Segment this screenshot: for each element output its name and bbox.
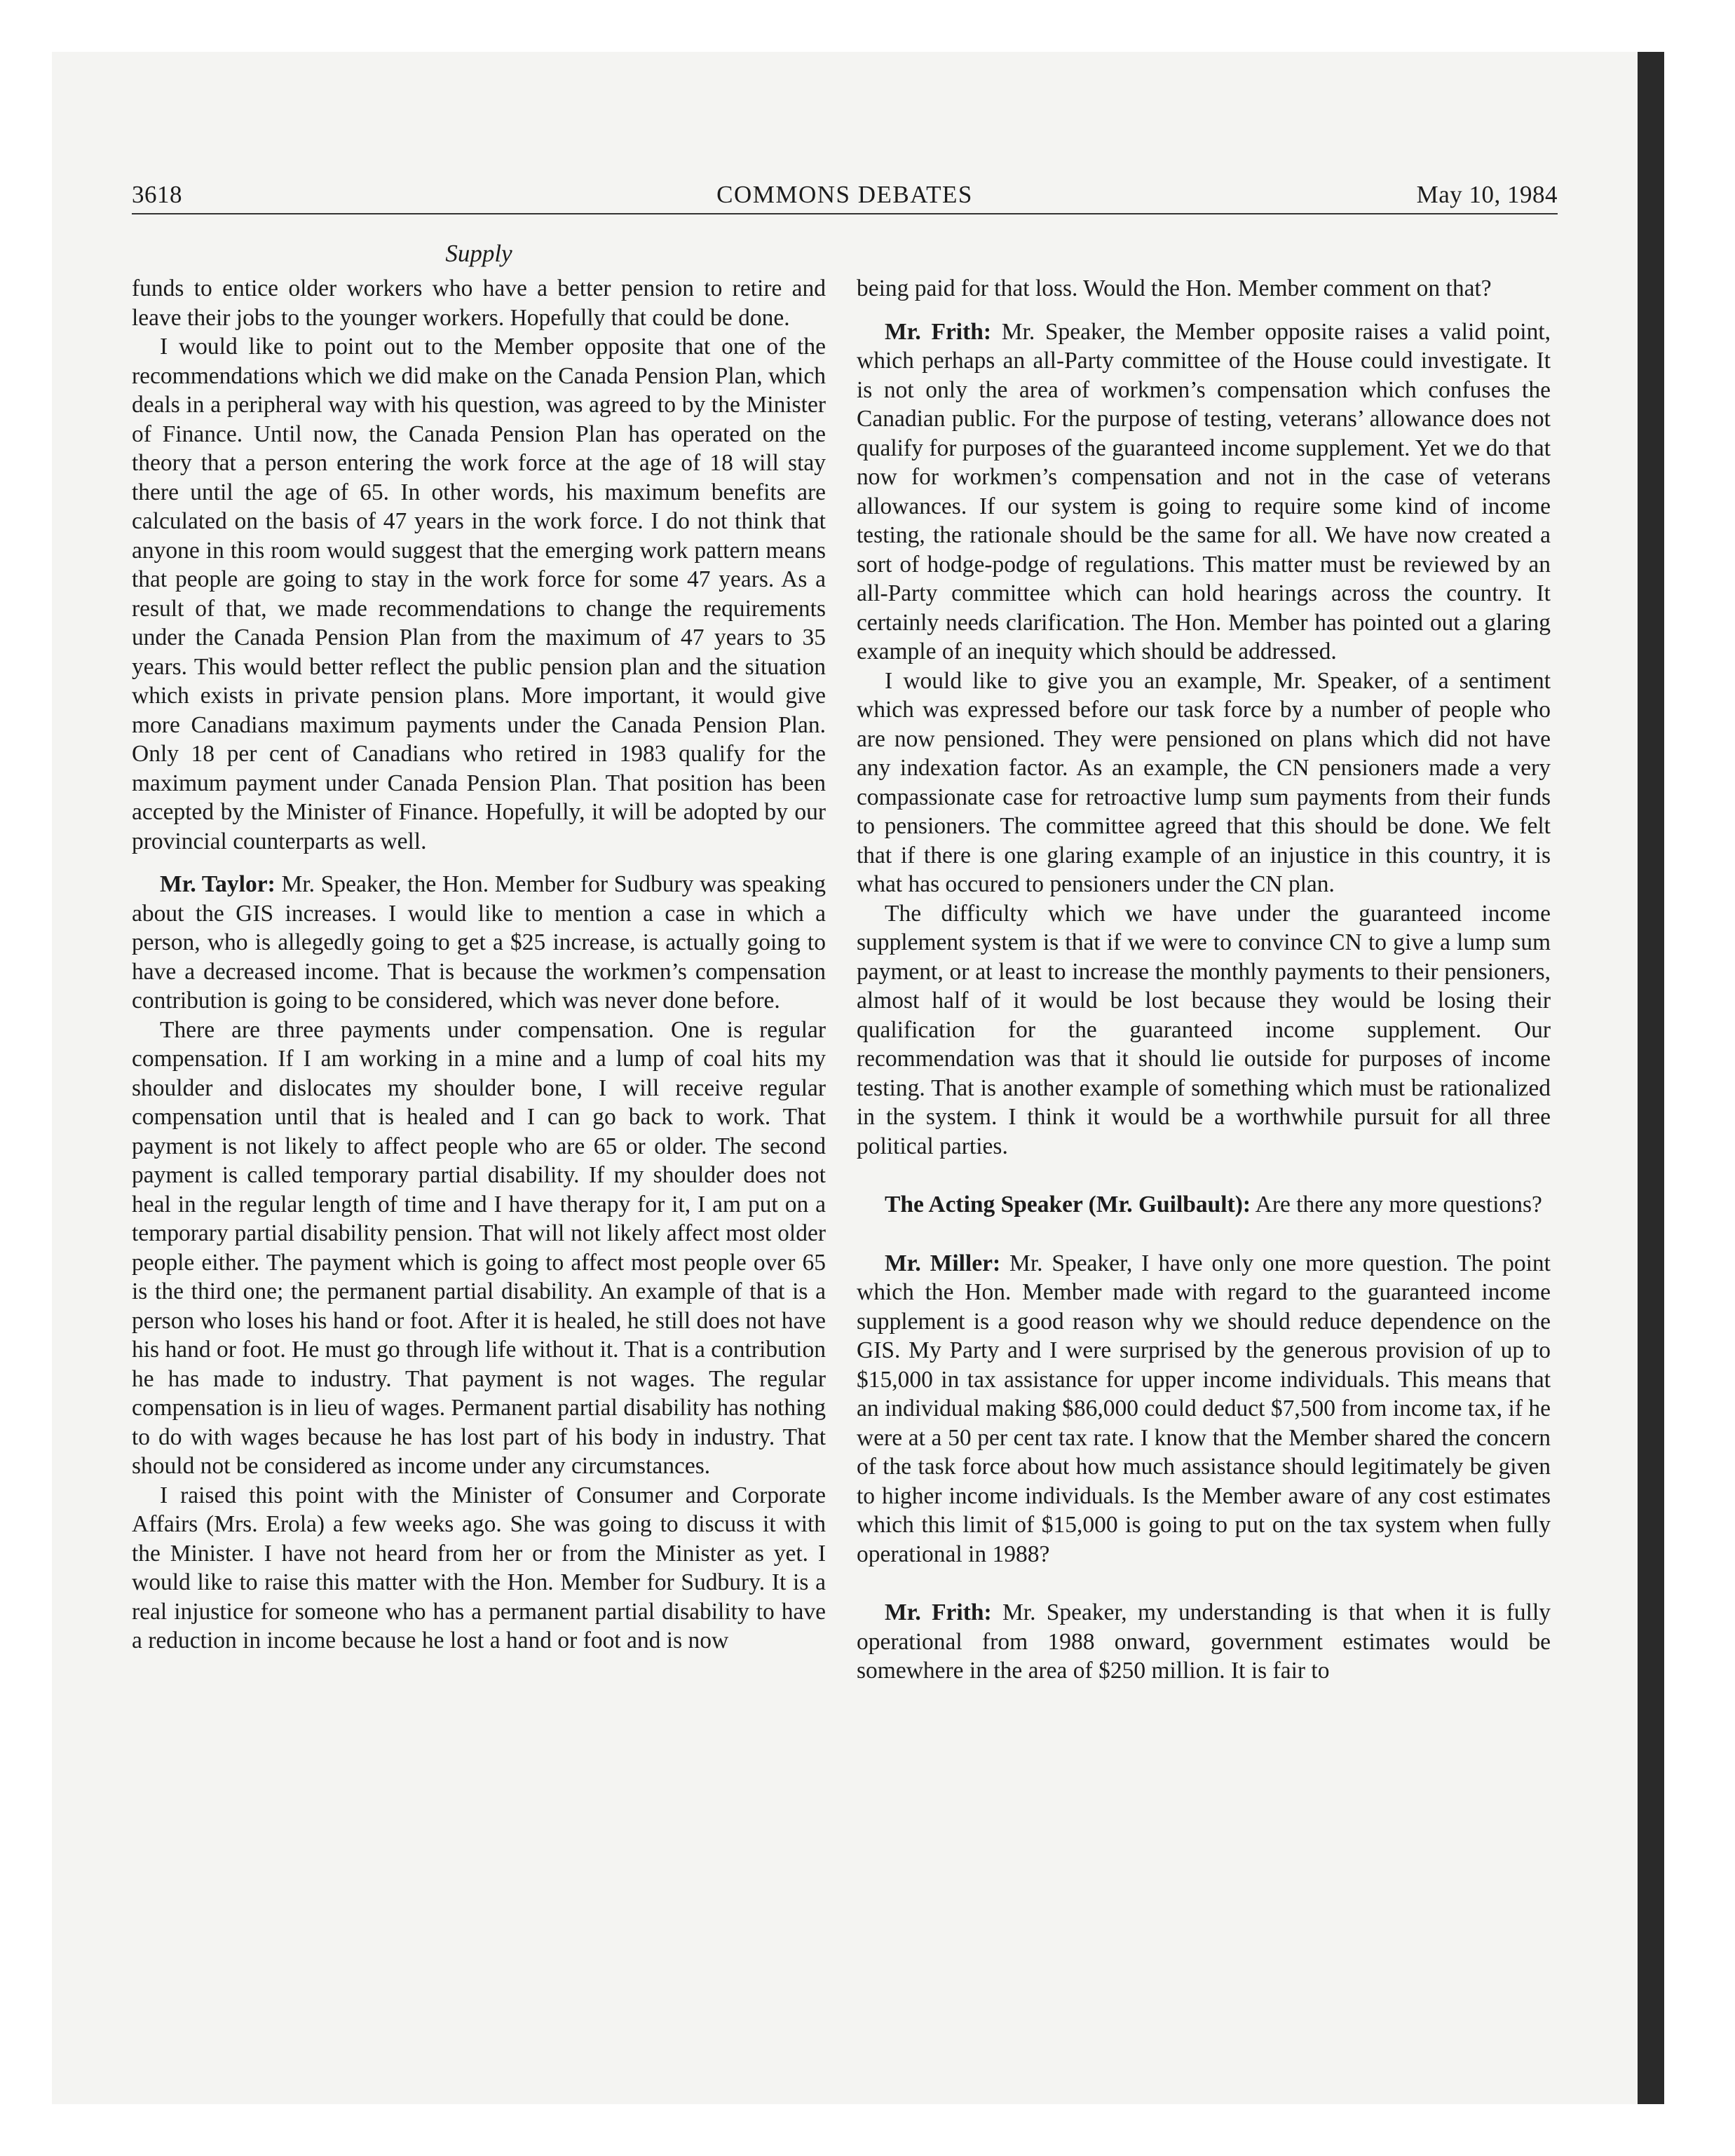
paragraph: I would like to give you an example, Mr. Speaker, of a sentiment which was expressed before our task force by a number of people who are now pensioned. They were pensioned on plans which did not have any indexation factor. As an example, the CN pensioners made a very compassionate case for retroactive lump sum payments from their funds to pensioners. The committee agreed that this should be done. We felt that if there is one glaring example of an injustice in this country, it is what has occured to pensioners under the CN plan.	[857, 667, 1551, 897]
paragraph: There are three payments under compensation. One is regular compensation. If I am working in a mine and a lump of coal hits my shoulder and dislocates my shoulder bone, I will receive regular compensation until that is healed and I can go back to work. That payment is not likely to affect people who are 65 or older. The second payment is called temporary partial disability. If my shoulder does not heal in the regular length of time and I have therapy for it, I am put on a temporary partial disability pension. That will not likely affect most older people either. The payment which is going to affect most people over 65 is the third one; the permanent partial disability. An example of that is a person who loses his hand or foot. After it is healed, he still does not have his hand or foot. He must go through life without it. That is a contribution he has made to industry. That payment is not wages. The regular compensation is in lieu of wages. Permanent partial disability has nothing to do with wages because he has lost part of his body in industry. That should not be considered as income under any circumstances.	[132, 1016, 826, 1479]
speaker-name: Mr. Taylor:	[160, 871, 275, 897]
paragraph: The difficulty which we have under the guaranteed income supplement system is that if we were to convince CN to give a lump sum payment, or at least to increase the monthly payments to their pensioners, almost half of it would be lost because they would be losing their qualification for the guaranteed income supplement. Our recommendation was that it should lie outside for purposes of income testing. That is another example of something which must be rationalized in the system. I think it would be a worthwhile pursuit for all three political parties.	[857, 900, 1551, 1159]
header-rule	[132, 213, 1558, 214]
section-title: Supply	[445, 240, 512, 267]
speech-text: Mr. Speaker, the Hon. Member for Sudbury was speaking about the GIS increases. I would like to mention a case in which a person, who is allegedly going to get a $25 increase, is actually going to have a decreased income. That is because the workmen’s compensation contribution is going to be considered, which was never done before.	[132, 871, 826, 1014]
speaker-name: Mr. Miller:	[885, 1250, 1001, 1276]
paragraph: I raised this point with the Minister of Consumer and Corporate Affairs (Mrs. Erola) a few weeks ago. She was going to discuss it with the Minister. I have not heard from her or from the Minister as yet. I would like to raise this matter with the Hon. Member for Sudbury. It is a real injustice for someone who has a permanent partial disability to have a reduction in income because he lost a hand or foot and is now	[132, 1482, 826, 1653]
speech-paragraph	[857, 1190, 1551, 1220]
speaker-name: Mr. Frith:	[885, 1599, 992, 1625]
speech-text: Mr. Speaker, my understanding is that when it is fully operational from 1988 onward, government estimates would be somewhere in the area of $250 million. It is fair to	[857, 1599, 1551, 1684]
paragraph: I would like to point out to the Member opposite that one of the recommendations which we did make on the Canada Pension Plan, which deals in a peripheral way with his question, was agreed to by the Minister of Finance. Until now, the Canada Pension Plan has operated on the theory that a person entering the work force at the age of 18 will stay there until the age of 65. In other words, his maximum benefits are calculated on the basis of 47 years in the work force. I do not think that anyone in this room would suggest that the emerging work pattern means that people are going to stay in the work force for some 47 years. As a result of that, we made recommendations to change the requirements under the Canada Pension Plan from the maximum of 47 years to 35 years. This would better reflect the public pension plan and the situation which exists in private pension plans. More important, it would give more Canadians maximum payments under the Canada Pension Plan. Only 18 per cent of Canadians who retired in 1983 qualify for the maximum payment under Canada Pension Plan. That position has been accepted by the Minister of Finance. Hopefully, it will be adopted by our provincial counterparts as well.	[132, 334, 826, 854]
left-column	[132, 274, 826, 1656]
scan-edge-shadow	[1638, 52, 1664, 2104]
paragraph: funds to entice older workers who have a better pension to retire and leave their jobs to the younger workers. Hopefully that could be done.	[132, 275, 826, 331]
speech-paragraph	[857, 318, 1551, 667]
speaker-name: Mr. Frith:	[885, 318, 992, 345]
page-number: 3618	[132, 181, 182, 208]
speech-text: Mr. Speaker, I have only one more question. The point which the Hon. Member made with regard to the guaranteed income supplement is a good reason why we should reduce dependence on the GIS. My Party and I were surprised by the generous provision of up to $15,000 in tax assistance for upper income individuals. This means that an individual making $86,000 could deduct $7,500 from income tax, if he were at a 50 per cent tax rate. I know that the Member shared the concern of the task force about how much assistance should legitimately be given to higher income individuals. Is the Member aware of any cost estimates which this limit of $15,000 is going to put on the tax system when fully operational in 1988?	[857, 1250, 1551, 1567]
speech-paragraph	[857, 1598, 1551, 1686]
speaker-name: The Acting Speaker (Mr. Guilbault):	[885, 1192, 1251, 1217]
speech-text: Are there any more questions?	[1255, 1192, 1542, 1217]
speech-text: Mr. Speaker, the Member opposite raises a valid point, which perhaps an all-Party committee of the House could investigate. It is not only the area of workmen’s compensation which confuses the Canadian public. For the purpose of testing, veterans’ allowance does not qualify for purposes of the guaranteed income supplement. Yet we do that now for workmen’s compensation and not in the case of veterans allowances. If our system is going to require some kind of income testing, the rationale should be the same for all. We have now created a sort of hodge-podge of regulations. This matter must be reviewed by an all-Party committee which can hold hearings across the country. It certainly needs clarification. The Hon. Member has pointed out a glaring example of an inequity which should be addressed.	[857, 318, 1551, 664]
speech-paragraph	[857, 1249, 1551, 1569]
right-column	[857, 274, 1551, 1686]
page-header	[132, 181, 1558, 216]
speech-paragraph	[132, 870, 826, 1016]
publication-date: May 10, 1984	[1416, 181, 1558, 208]
publication-title: COMMONS DEBATES	[716, 181, 973, 208]
paragraph: being paid for that loss. Would the Hon. Member comment on that?	[857, 275, 1492, 301]
